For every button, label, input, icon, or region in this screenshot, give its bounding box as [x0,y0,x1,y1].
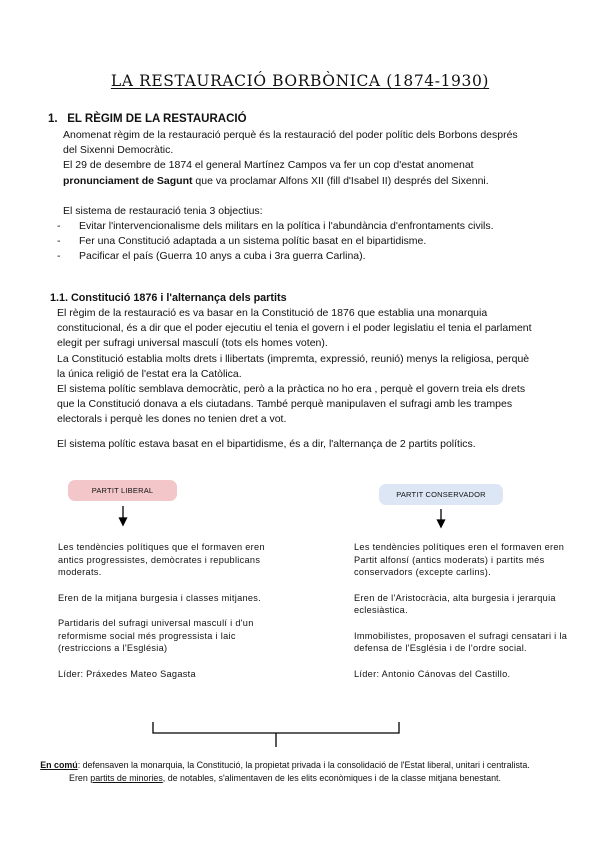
minority-parties-term: partits de minories [90,773,163,783]
common-traits-line-1 [40,759,530,772]
section-2-paragraph-1: El règim de la restauració es va basar en la Constitució de 1876 que establia una monarquia constitucional, és a dir que el poder ejecutiu el tenia el govern i el poder legislatiu el tenia el parlament elegit per sufragi universal masculí (tots els homes voten). [57,307,532,350]
section-1-paragraph-1: Anomenat règim de la restauració perquè és la restauració del poder polític dels Borbons després del Sixenni Democràtic. [63,129,518,157]
section-2-paragraph-3: El sistema polític semblava democràtic, però a la pràctica no ho era , perquè el govern treia els drets que la Constitució donava a els ciutadans. També perquè manipulaven el sufragi amb les trampes electorals i perquè les dones no tenien dret a vot. [57,383,526,426]
objective-item: - Pacificar el país (Guerra 10 anys a cuba i 3ra guerra Carlina). [57,249,537,264]
liberal-party-label: PARTIT LIBERAL [68,480,177,501]
paragraph-2-start: El 29 de desembre de 1874 el general Martínez Campos va fer un cop d'estat anomenat [63,159,474,172]
liberal-class: Eren de la mitjana burgesia i classes mitjanes. [58,592,262,603]
common-traits [40,759,530,785]
objectives-intro: El sistema de restauració tenia 3 objectius: [63,205,263,217]
common-text-1: : defensaven la monarquia, la Constitució, la propietat privada i la consolidació de l'Estat liberal, unitari i centralista. [77,760,530,770]
section-2-paragraph-2: La Constitució establia molts drets i llibertats (impremta, expressió, reunió) menys la religiosa, perquè la única religió de l'estat era la Catòlica. [57,352,530,380]
common-bracket [153,722,399,733]
paragraph-2-end: que va proclamar Alfons XII (fill d'Isabel II) després del Sixenni. [192,174,489,187]
pronunciament-term: pronunciament de Sagunt [63,174,193,187]
objective-item: - Fer una Constitució adaptada a un sistema polític basat en el bipartidisme. [57,234,537,249]
common-text-2-start: Eren [69,773,91,783]
liberal-program: Partidaris del sufragi universal masculí i d'un reformisme social més progressista i laic (restriccions a l'Església) [58,618,254,653]
liberal-description [58,541,288,693]
section-1-heading-text: EL RÈGIM DE LA RESTAURACIÓ [67,113,247,125]
page-title: LA RESTAURACIÓ BORBÒNICA (1874-1930) [110,72,490,90]
bipartidism-summary: El sistema polític estava basat en el bipartidisme, és a dir, l'alternança de 2 partits polítics. [57,438,476,450]
conservative-program: Immobilistes, proposaven el sufragi censatari i la defensa de l'Església i de l'ordre social. [354,630,568,653]
common-traits-line-2 [40,772,530,785]
conservative-arrow-head [438,520,445,527]
common-label: En comú [40,760,78,770]
section-1-number: 1. [48,113,58,125]
liberal-tendencies: Les tendències polítiques que el formaven eren antics progressistes, demòcrates i republicans moderats. [58,542,265,577]
conservative-leader: Líder: Antonio Cánovas del Castillo. [354,668,511,679]
section-2-heading: 1.1. Constitució 1876 i l'alternança dels partits [50,292,287,304]
objective-item: - Evitar l'intervencionalisme dels militars en la política i l'abundància d'enfrontaments civils. [57,219,537,234]
conservative-class: Eren de l'Aristocràcia, alta burgesia i jerarquia eclesiàstica. [354,592,556,615]
conservative-tendencies: Les tendències polítiques eren el formaven eren Partit alfonsí (antics moderats) i partits més conservadors (excepte carlins). [354,542,565,577]
common-text-2-end: , de notables, s'alimentaven de les elits econòmiques i de la classe mitjana benestant. [162,773,501,783]
liberal-arrow-head [120,518,127,525]
conservative-description [354,541,584,693]
conservative-party-label: PARTIT CONSERVADOR [379,484,503,505]
liberal-leader: Líder: Práxedes Mateo Sagasta [58,668,196,679]
